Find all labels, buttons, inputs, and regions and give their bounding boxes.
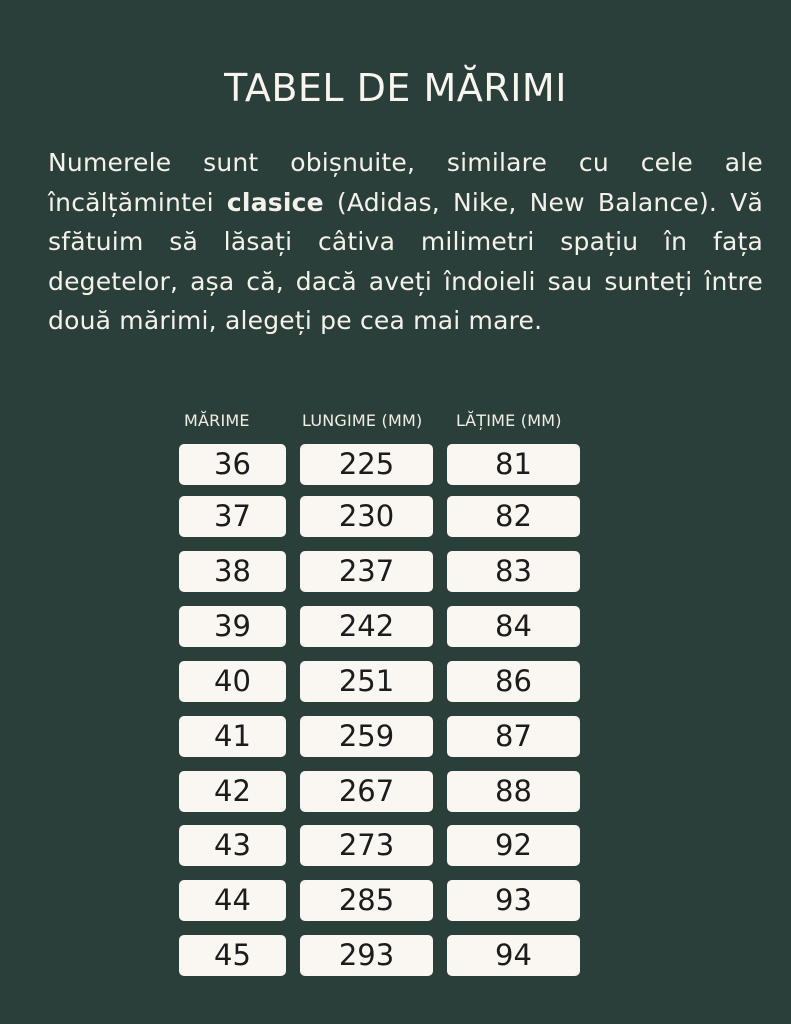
intro-paragraph — [48, 143, 763, 341]
size-cell: 38 — [179, 551, 286, 592]
width-cell: 82 — [447, 496, 580, 537]
width-cell: 86 — [447, 661, 580, 702]
width-cell: 88 — [447, 771, 580, 812]
length-cell: 285 — [300, 880, 433, 921]
intro-text-bold: clasice — [226, 187, 324, 217]
size-cell: 45 — [179, 935, 286, 976]
length-cell: 267 — [300, 771, 433, 812]
width-cell: 84 — [447, 606, 580, 647]
length-cell: 237 — [300, 551, 433, 592]
length-cell: 251 — [300, 661, 433, 702]
length-cell: 242 — [300, 606, 433, 647]
size-cell: 37 — [179, 496, 286, 537]
length-cell: 230 — [300, 496, 433, 537]
width-cell: 92 — [447, 825, 580, 866]
width-cell: 87 — [447, 716, 580, 757]
size-cell: 43 — [179, 825, 286, 866]
column-header-length: LUNGIME (MM) — [302, 411, 423, 430]
size-cell: 44 — [179, 880, 286, 921]
width-cell: 93 — [447, 880, 580, 921]
size-cell: 40 — [179, 661, 286, 702]
length-cell: 225 — [300, 444, 433, 485]
column-header-width: LĂȚIME (MM) — [456, 411, 562, 430]
size-cell: 42 — [179, 771, 286, 812]
page-title: TABEL DE MĂRIMI — [224, 66, 567, 110]
width-cell: 83 — [447, 551, 580, 592]
size-cell: 36 — [179, 444, 286, 485]
width-cell: 81 — [447, 444, 580, 485]
intro-text-part1: Numerele sunt obișnuite, similare cu cele ale încălțămintei — [48, 148, 763, 217]
length-cell: 273 — [300, 825, 433, 866]
column-header-size: MĂRIME — [184, 411, 250, 430]
width-cell: 94 — [447, 935, 580, 976]
intro-text-part2: (Adidas, Nike, New Balance). Vă sfătuim să lăsați câtiva milimetri spațiu în fața degetelor, așa că, dacă aveți îndoieli sau sunteți între două mărimi, alegeți pe cea mai mare. — [48, 187, 763, 336]
size-cell: 39 — [179, 606, 286, 647]
length-cell: 259 — [300, 716, 433, 757]
size-cell: 41 — [179, 716, 286, 757]
length-cell: 293 — [300, 935, 433, 976]
